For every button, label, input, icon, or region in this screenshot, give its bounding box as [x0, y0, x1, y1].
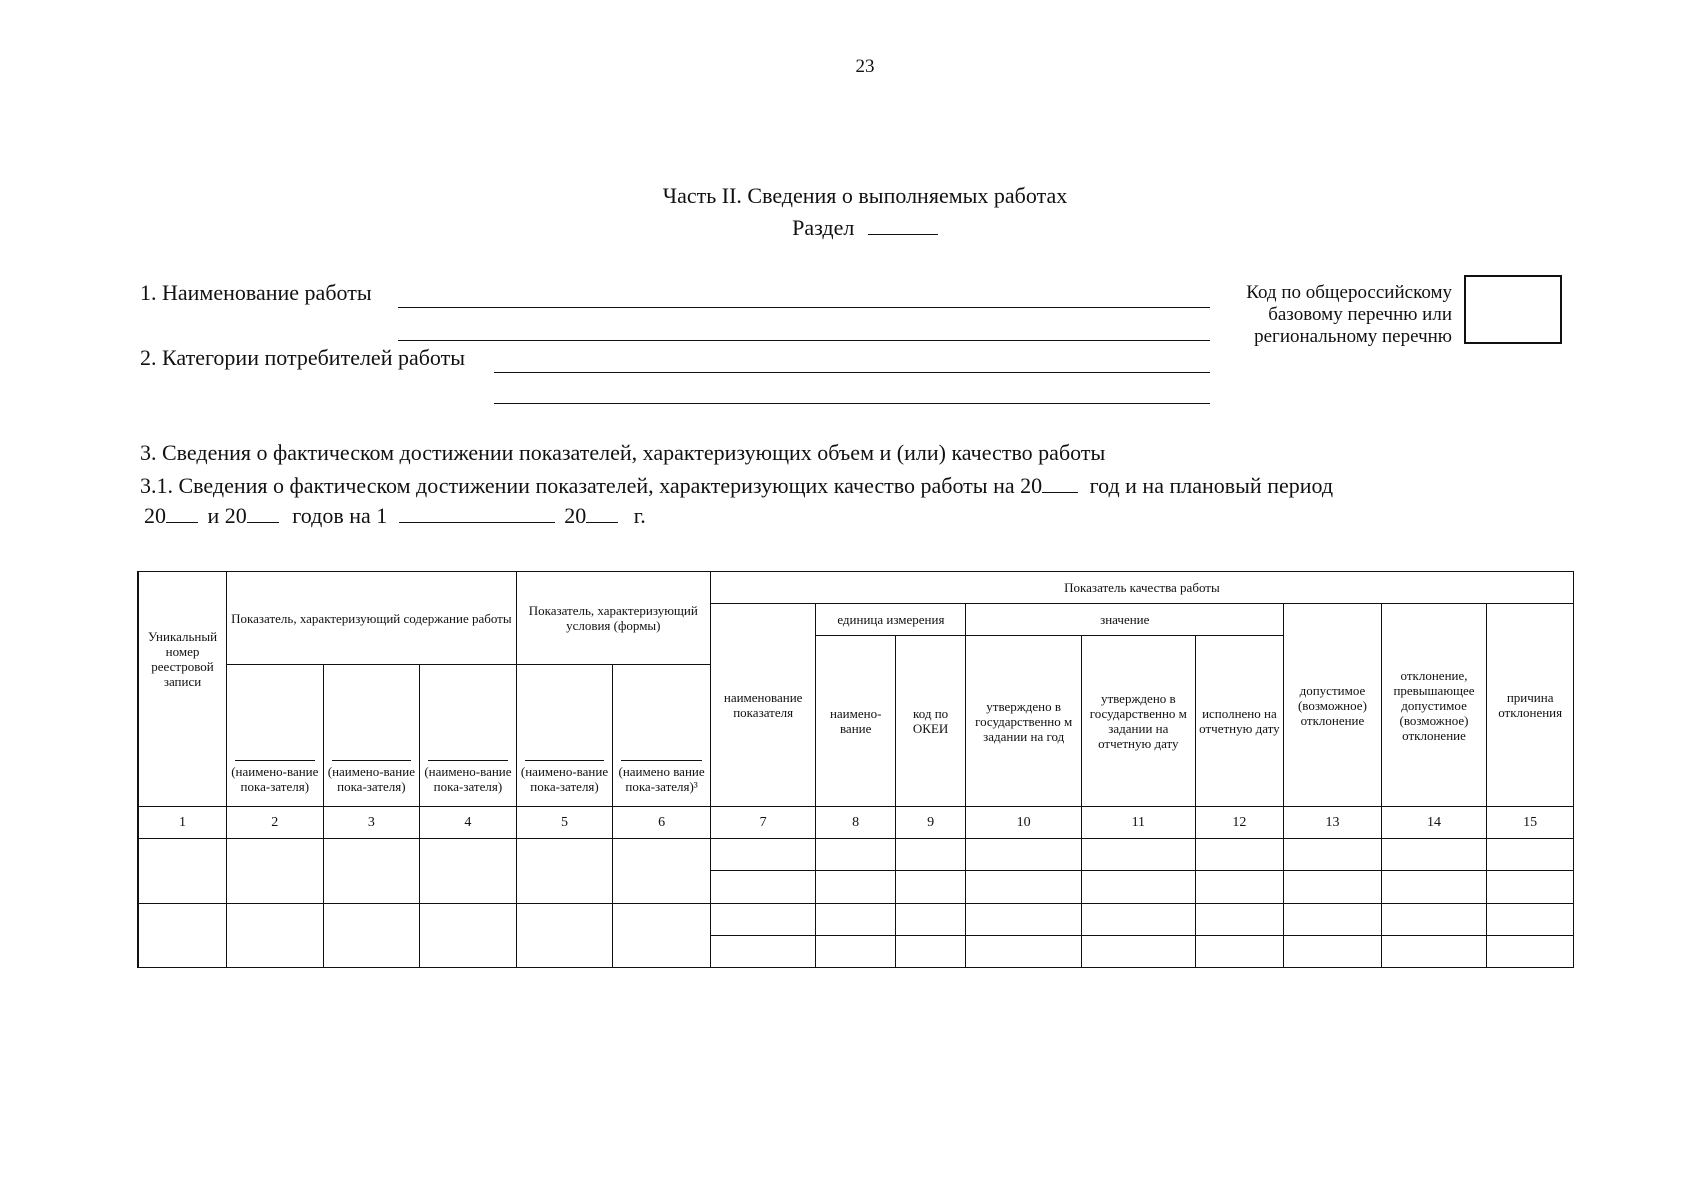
- table-cell[interactable]: [138, 903, 227, 967]
- page-number: 23: [855, 56, 875, 77]
- table-cell[interactable]: [710, 839, 816, 871]
- table-cell[interactable]: [1195, 871, 1284, 903]
- table-cell[interactable]: [966, 871, 1082, 903]
- header-unit-group: единица измерения: [816, 604, 966, 636]
- code-label-line: региональному перечню: [1254, 326, 1452, 347]
- table-cell[interactable]: [895, 935, 965, 967]
- table-cell[interactable]: [1195, 839, 1284, 871]
- header-deviation-reason: причина отклонения: [1487, 604, 1574, 807]
- code-label: [1202, 282, 1452, 348]
- table-cell[interactable]: [1487, 871, 1574, 903]
- table-cell[interactable]: [323, 839, 420, 903]
- part-title: Часть II. Сведения о выполняемых работах: [662, 183, 1068, 208]
- col-number: 5: [516, 807, 613, 839]
- header-unit-name: наимено-вание: [816, 636, 895, 807]
- plan-year-2-blank[interactable]: [247, 522, 279, 523]
- header-value-group: значение: [966, 604, 1284, 636]
- table-cell[interactable]: [1081, 871, 1195, 903]
- table-cell[interactable]: [323, 903, 420, 967]
- info-3-1-suffix: год и на плановый период: [1089, 473, 1334, 498]
- info-3-1-year: 20: [1020, 473, 1043, 498]
- header-unique-number: Уникальный номер реестровой записи: [138, 572, 227, 807]
- col-number: 11: [1081, 807, 1195, 839]
- table-cell[interactable]: [710, 903, 816, 935]
- section-blank[interactable]: [868, 234, 938, 235]
- header-approved-date: утверждено в государственно м задании на отчетную дату: [1081, 636, 1195, 807]
- col-number: 13: [1284, 807, 1382, 839]
- sub-indicator-text: (наимено-вание пока-зателя): [520, 764, 609, 795]
- table-cell[interactable]: [895, 839, 965, 871]
- table-cell[interactable]: [516, 903, 613, 967]
- table-cell[interactable]: [1081, 935, 1195, 967]
- header-sub-indicator: [323, 665, 420, 807]
- sub-indicator-text: (наимено-вание пока-зателя): [327, 764, 415, 795]
- work-name-label: 1. Наименование работы: [140, 280, 372, 305]
- date-line: [144, 503, 646, 529]
- table-cell[interactable]: [895, 903, 965, 935]
- table-cell[interactable]: [420, 903, 517, 967]
- header-sub-indicator: [227, 665, 324, 807]
- col-number: 15: [1487, 807, 1574, 839]
- col-number: 14: [1381, 807, 1487, 839]
- col-number: 9: [895, 807, 965, 839]
- info-3-1-prefix: 3.1. Сведения о фактическом достижении показателей, характеризующих качество работы на: [140, 473, 1015, 498]
- table-cell[interactable]: [1381, 935, 1487, 967]
- code-label-line: базовому перечню или: [1268, 304, 1452, 325]
- table-cell[interactable]: [966, 839, 1082, 871]
- table-cell[interactable]: [1284, 871, 1382, 903]
- table-cell[interactable]: [516, 839, 613, 903]
- header-approved-year: утверждено в государственно м задании на год: [966, 636, 1082, 807]
- year-blank[interactable]: [1042, 492, 1078, 493]
- col-number: 4: [420, 807, 517, 839]
- code-label-line: Код по общероссийскому: [1246, 282, 1452, 303]
- plan-year-1-blank[interactable]: [166, 522, 198, 523]
- consumers-line-2[interactable]: [494, 403, 1210, 404]
- header-done: исполнено на отчетную дату: [1195, 636, 1284, 807]
- consumers-label: 2. Категории потребителей работы: [140, 345, 466, 370]
- table-cell[interactable]: [1081, 903, 1195, 935]
- code-box[interactable]: [1464, 275, 1562, 344]
- consumers-line-1[interactable]: [494, 372, 1210, 373]
- table-cell[interactable]: [227, 903, 324, 967]
- col-number: 2: [227, 807, 324, 839]
- table-cell[interactable]: [1284, 903, 1382, 935]
- col-number: 7: [710, 807, 816, 839]
- header-excess-deviation: отклонение, превышающее допустимое (возможное) отклонение: [1381, 604, 1487, 807]
- table-cell[interactable]: [1284, 839, 1382, 871]
- table-cell[interactable]: [1487, 903, 1574, 935]
- header-sub-indicator: [516, 665, 613, 807]
- table-cell[interactable]: [1487, 935, 1574, 967]
- info-3: 3. Сведения о фактическом достижении показателей, характеризующих объем и (или) качество работы: [140, 440, 1106, 465]
- col-number: 10: [966, 807, 1082, 839]
- table-cell[interactable]: [816, 839, 895, 871]
- work-name-line-1[interactable]: [398, 307, 1210, 308]
- table-cell[interactable]: [138, 839, 227, 903]
- col-number: 8: [816, 807, 895, 839]
- table-cell[interactable]: [966, 903, 1082, 935]
- section-line: [0, 215, 1698, 241]
- header-content-group: Показатель, характеризующий содержание работы: [227, 572, 517, 665]
- table-cell[interactable]: [710, 871, 816, 903]
- col-number: 1: [138, 807, 227, 839]
- date-blank[interactable]: [399, 522, 555, 523]
- header-sub-indicator: [420, 665, 517, 807]
- table-cell[interactable]: [1381, 871, 1487, 903]
- table-cell[interactable]: [1081, 839, 1195, 871]
- table-cell[interactable]: [1195, 903, 1284, 935]
- table-cell[interactable]: [816, 935, 895, 967]
- table-cell[interactable]: [1487, 839, 1574, 871]
- col-number: 12: [1195, 807, 1284, 839]
- table-cell[interactable]: [816, 903, 895, 935]
- sub-indicator-text: (наимено-вание пока-зателя): [424, 764, 512, 795]
- report-year: 20: [564, 503, 587, 528]
- plan-year-1: 20: [144, 503, 166, 528]
- col-number: 3: [323, 807, 420, 839]
- year-suffix: г.: [633, 503, 646, 528]
- table-cell[interactable]: [710, 935, 816, 967]
- table-cell[interactable]: [613, 839, 711, 903]
- report-year-blank[interactable]: [586, 522, 618, 523]
- sub-indicator-text: (наимено вание пока-зателя)³: [618, 764, 705, 795]
- header-allowed-deviation: допустимое (возможное) отклонение: [1284, 604, 1382, 807]
- table-cell[interactable]: [966, 935, 1082, 967]
- work-name-line-2[interactable]: [398, 340, 1210, 341]
- table-cell[interactable]: [1284, 935, 1382, 967]
- header-conditions-group: Показатель, характеризующий условия (формы): [516, 572, 710, 665]
- info-3-1: [140, 473, 1333, 499]
- quality-indicators-table: [137, 571, 1574, 968]
- table-cell[interactable]: [1381, 839, 1487, 871]
- table-cell[interactable]: [895, 871, 965, 903]
- header-indicator-name: наименование показателя: [710, 604, 816, 807]
- header-okei-code: код по ОКЕИ: [895, 636, 965, 807]
- table-cell[interactable]: [227, 839, 324, 903]
- table-cell[interactable]: [1195, 935, 1284, 967]
- section-label: Раздел: [792, 215, 855, 240]
- header-quality-group: Показатель качества работы: [710, 572, 1573, 604]
- years-on: годов на 1: [292, 503, 388, 528]
- col-number: 6: [613, 807, 711, 839]
- table-cell[interactable]: [613, 903, 711, 967]
- sub-indicator-text: (наимено-вание пока-зателя): [231, 764, 319, 795]
- table-cell[interactable]: [816, 871, 895, 903]
- table-cell[interactable]: [1381, 903, 1487, 935]
- table-cell[interactable]: [420, 839, 517, 903]
- header-sub-indicator: [613, 665, 711, 807]
- plan-year-2: и 20: [207, 503, 247, 528]
